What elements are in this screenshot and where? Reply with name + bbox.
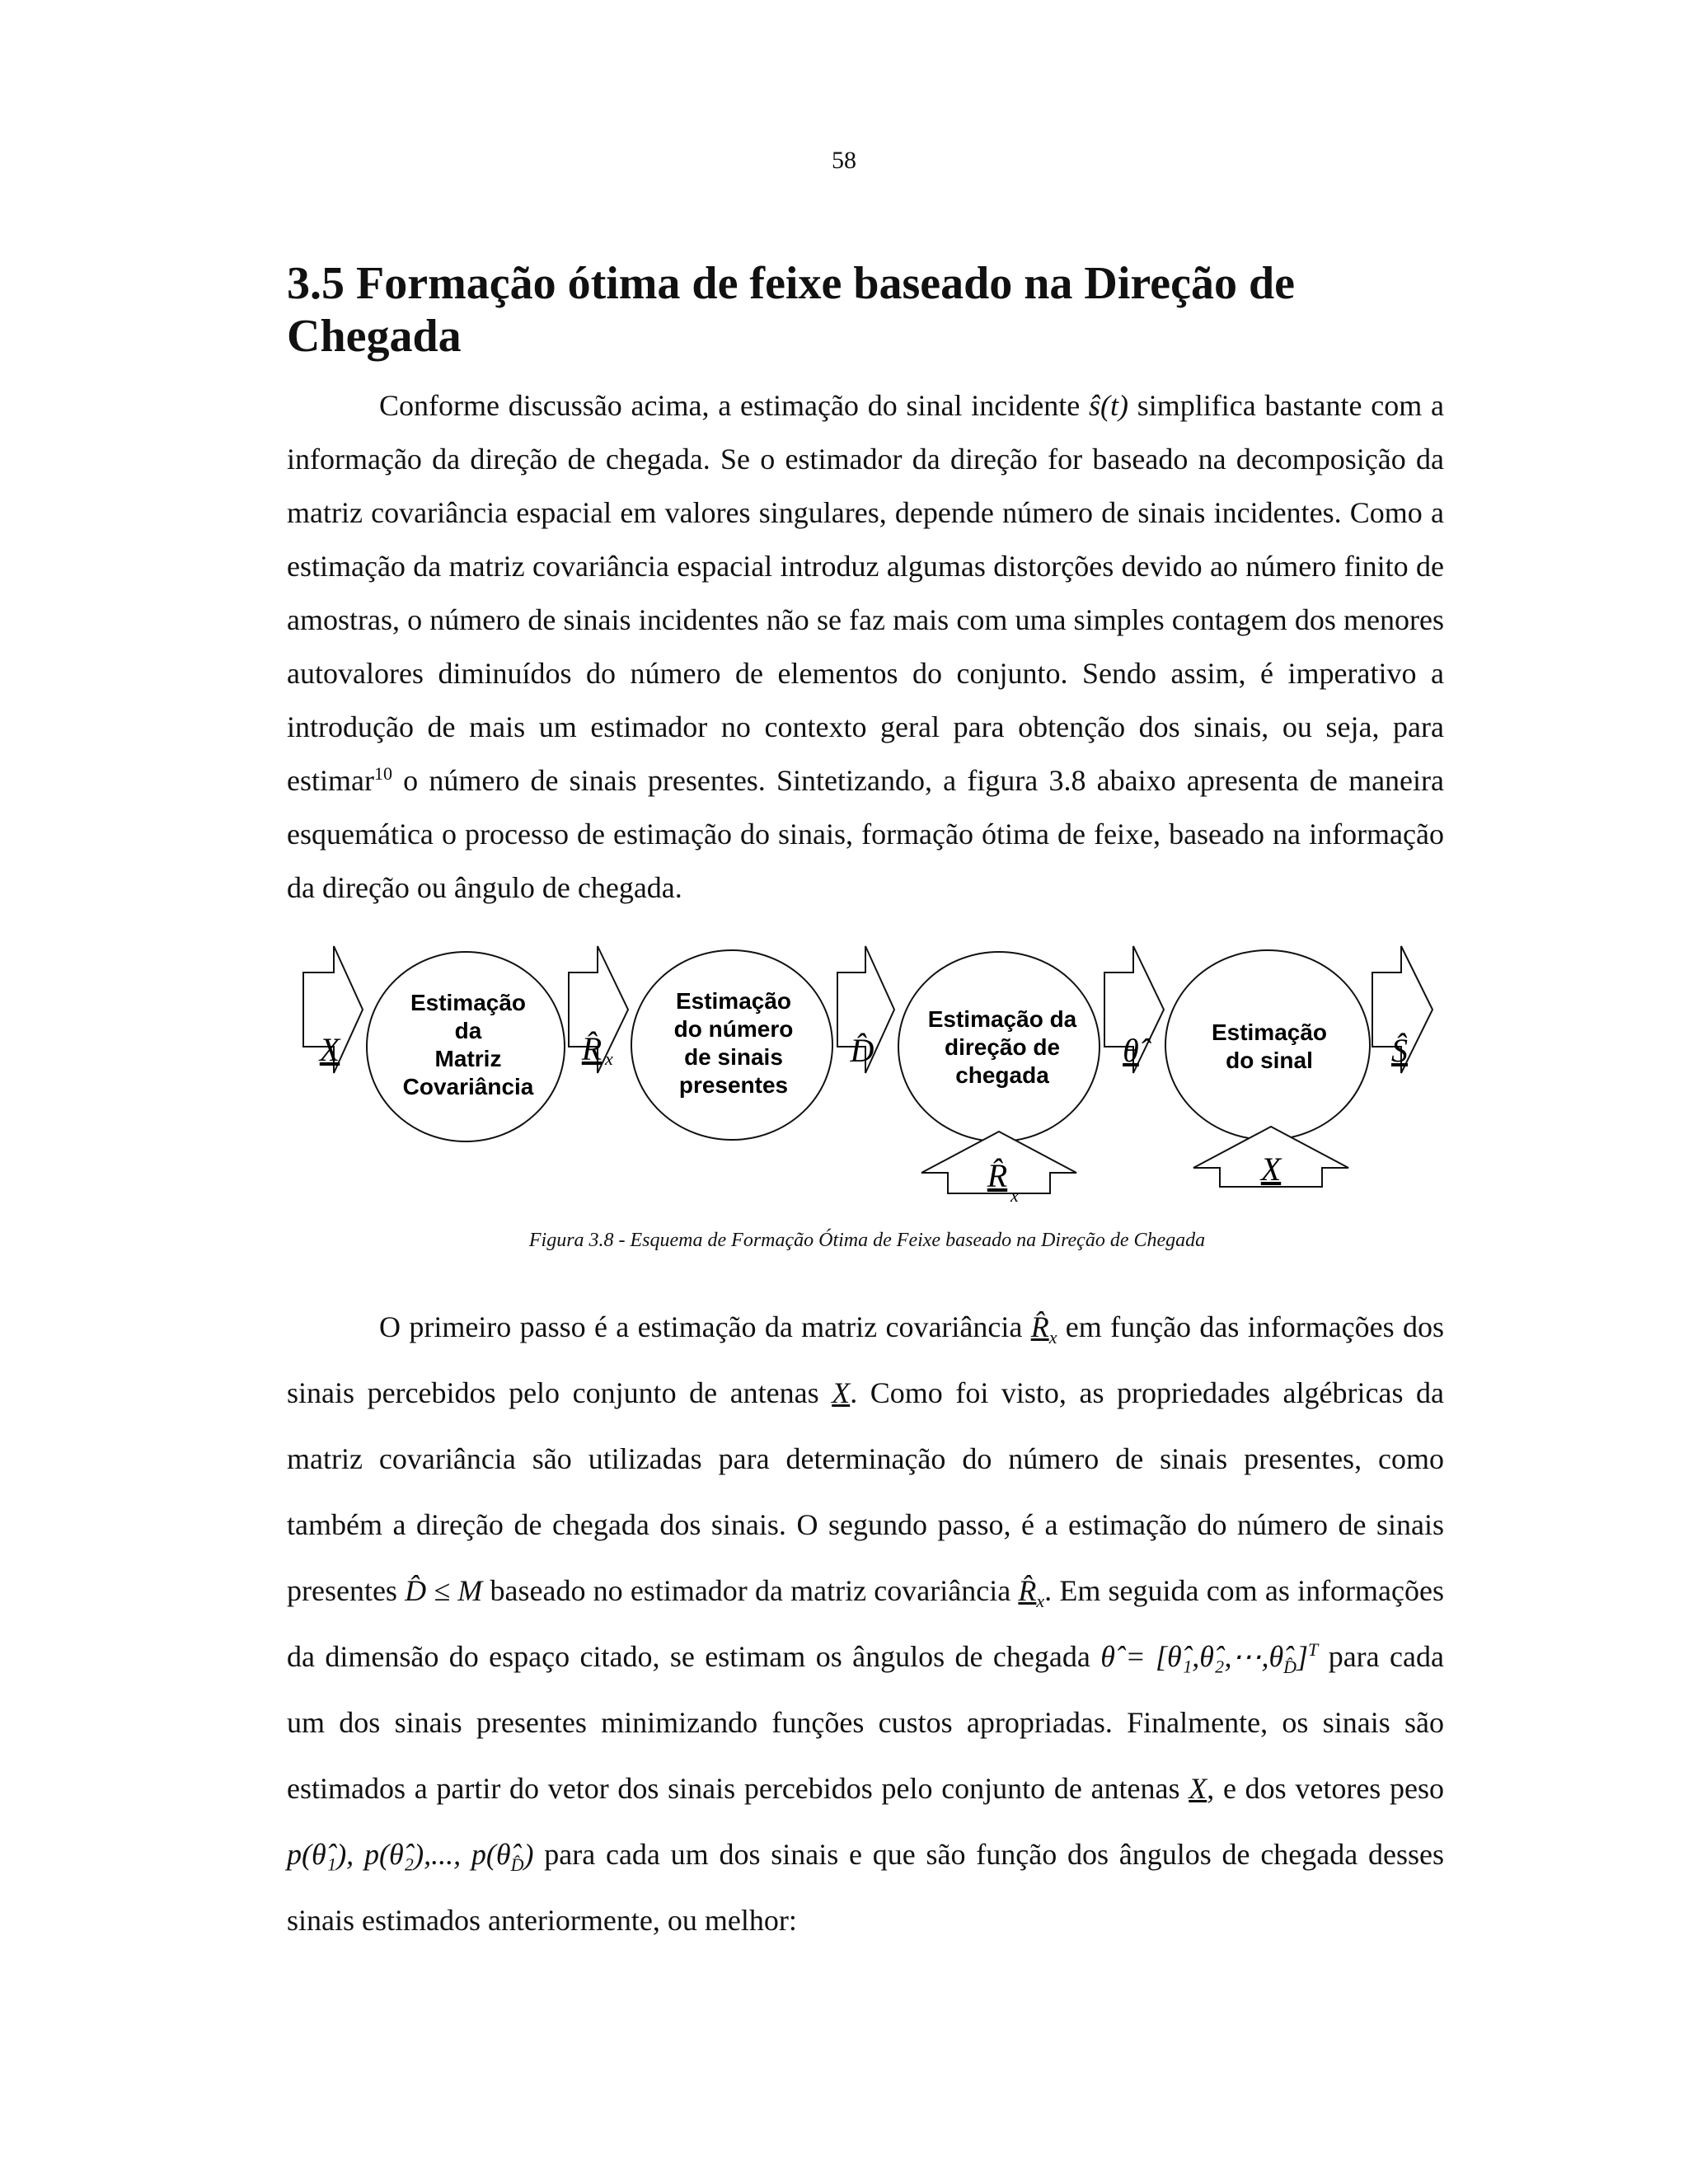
p2-math-weights-end: )	[523, 1838, 534, 1871]
p2-text-6: para cada um dos sinais presentes minimizando funções custos apropriadas. Finalmente, os sinais são estimados a partir do vetor dos sinais percebidos pelo conjunto de antenas	[287, 1640, 1444, 1805]
section-title: 3.5 Formação ótima de feixe baseado na Direção de Chegada	[287, 258, 1295, 362]
arrow-d-label: D̂	[850, 1032, 874, 1069]
p2-text-1: O primeiro passo é a estimação da matriz covariância	[379, 1310, 1031, 1343]
node-signal-line-1: Estimação	[1211, 1019, 1328, 1045]
p1-text-3: o número de sinais presentes. Sintetizando, a figura 3.8 abaixo apresenta de maneira esquemática o processo de estimação do sinais, formação ótima de feixe, baseado na informação da direção ou ângulo de chegada.	[287, 764, 1444, 904]
p2-math-rx-2: R̂	[1018, 1574, 1037, 1607]
node-covariance-line-1: Estimação	[410, 990, 527, 1015]
node-covariance-line-4: Covariância	[402, 1074, 534, 1099]
p1-math-s-hat: ŝ(t)	[1089, 389, 1128, 422]
p1-text-2: simplifica bastante com a informação da direção de chegada. Se o estimador da direção for baseado na decomposição da matriz covariância espacial em valores singulares, depende número de sinais incidentes. Como a estimação da matriz covariância espacial introduz algumas distorções devido ao número finito de amostras, o número de sinais incidentes não se faz mais com uma simples contagem dos menores autovalores diminuídos do número de elementos do conjunto. Sendo assim, é imperativo a introdução de mais um estimador no contexto geral para obtenção dos sinais, ou seja, para estimar	[287, 389, 1444, 797]
figure-caption: Figura 3.8 - Esquema de Formação Ótima de Feixe baseado na Direção de Chegada	[528, 1230, 1206, 1251]
p2-math-weights-sub: D̂	[510, 1854, 524, 1876]
arrow-bottom-rx-label: R̂	[987, 1157, 1008, 1194]
process-diagram	[288, 940, 1442, 1220]
p1-text-1: Conforme discussão acima, a estimação do sinal incidente	[379, 389, 1089, 422]
node-number-line-1: Estimação	[675, 988, 792, 1014]
arrow-input-x-label: X	[319, 1031, 340, 1068]
arrow-theta-label: θ̂	[1123, 1032, 1139, 1069]
node-signal	[1165, 950, 1370, 1140]
node-covariance-line-3: Matriz	[434, 1046, 502, 1071]
arrow-output-s-label: Ŝ	[1391, 1032, 1408, 1069]
paragraph-1	[287, 379, 1444, 915]
node-direction-line-1: Estimação da	[927, 1006, 1077, 1032]
arrow-rx-label: R̂	[581, 1030, 603, 1067]
p2-math-theta-vector: θ̂ = [θ̂₁,θ̂₂,⋯,θ̂	[1100, 1640, 1284, 1673]
p2-math-rx-2-sub: x	[1036, 1591, 1045, 1612]
node-number-line-3: de sinais	[684, 1044, 783, 1070]
arrow-bottom-x-label: X	[1260, 1151, 1282, 1188]
node-covariance-line-2: da	[454, 1018, 482, 1043]
p2-text-8: para cada um dos sinais e que são função dos ângulos de chegada desses sinais estimados anteriormente, ou melhor:	[287, 1838, 1444, 1937]
p2-text-4: baseado no estimador da matriz covariância	[482, 1574, 1019, 1607]
node-direction-line-2: direção de	[944, 1034, 1061, 1060]
p2-math-rx: R̂	[1030, 1310, 1049, 1343]
node-number-line-4: presentes	[678, 1072, 789, 1098]
arrow-bottom-rx-sub: x	[1010, 1185, 1019, 1206]
node-signal-line-2: do sinal	[1226, 1047, 1313, 1073]
p2-text-3: . Como foi visto, as propriedades algébricas da matriz covariância são utilizadas para determinação do número de sinais presentes, como também a direção de chegada dos sinais. O segundo passo, é a estimação do número de sinais presentes	[287, 1376, 1444, 1607]
p2-text-5: . Em seguida com as informações da dimensão do espaço citado, se estimam os ângulos de chegada	[287, 1574, 1444, 1673]
p2-math-weights: p(θ̂₁), p(θ̂₂),..., p(θ̂	[287, 1838, 511, 1871]
footnote-marker: 10	[373, 763, 392, 784]
p2-math-theta-sup: T	[1308, 1639, 1319, 1660]
p2-math-d-le-m: D̂ ≤ M	[405, 1574, 483, 1607]
arrow-rx-sub: x	[605, 1048, 613, 1069]
p2-text-7: , e dos vetores peso	[1207, 1772, 1444, 1805]
p2-math-x-2: X	[1189, 1772, 1207, 1805]
node-direction-line-3: chegada	[955, 1062, 1049, 1088]
p2-math-x: X	[832, 1376, 851, 1409]
p2-math-theta-end: ]	[1296, 1640, 1309, 1673]
p2-text-2: em função das informações dos sinais percebidos pelo conjunto de antenas	[287, 1310, 1444, 1409]
page-number: 58	[832, 147, 856, 174]
paragraph-2	[287, 1294, 1444, 1953]
node-number-line-2: do número	[673, 1016, 794, 1042]
p2-math-rx-sub: x	[1048, 1327, 1057, 1348]
p2-math-theta-sub: D̂	[1283, 1657, 1297, 1678]
